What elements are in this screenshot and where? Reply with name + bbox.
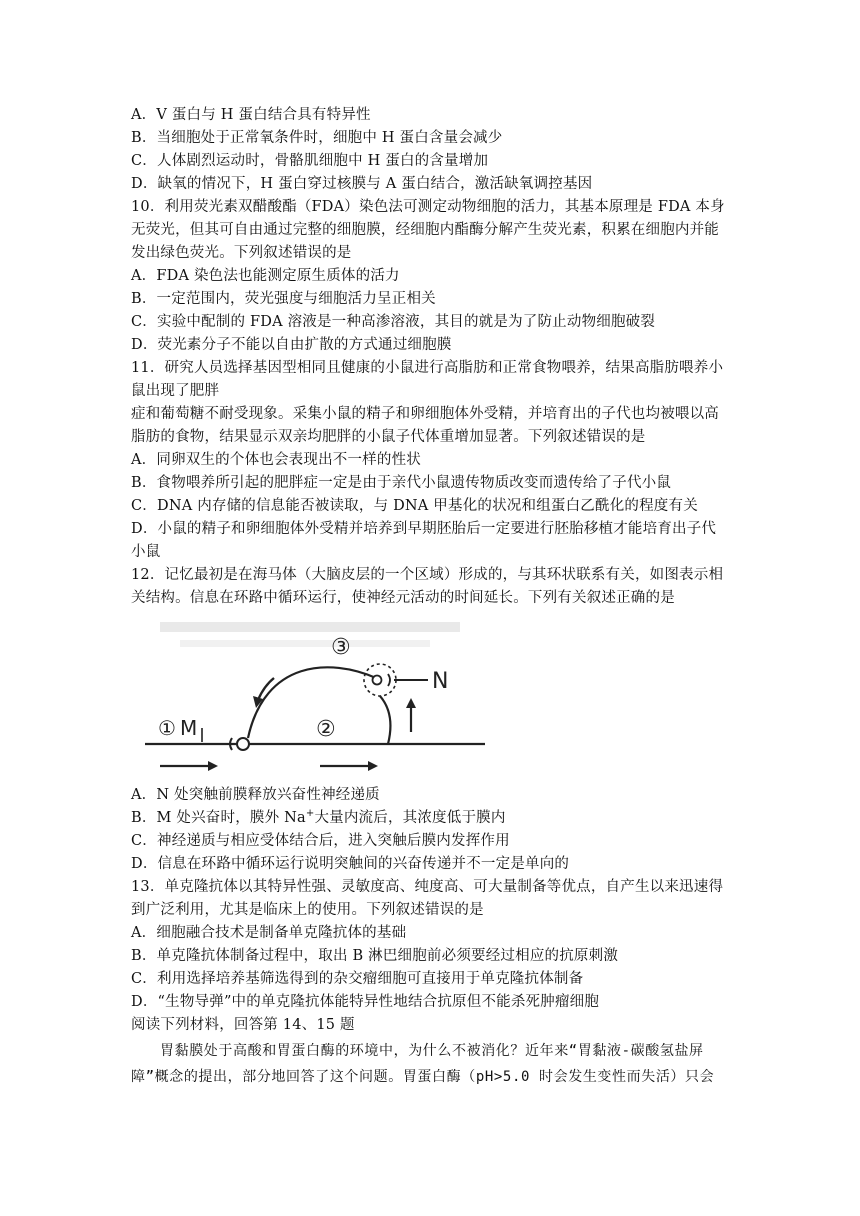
q10-option-c: C．实验中配制的 FDA 溶液是一种高渗溶液，其目的就是为了防止动物细胞破裂 xyxy=(131,314,656,330)
q11-stem-line: 11．研究人员选择基因型相同且健康的小鼠进行高脂肪和正常食物喂养，结果高脂肪喂养小 xyxy=(131,360,724,376)
scan-artifact xyxy=(160,622,460,632)
q11-stem-line: 脂肪的食物，结果显示双亲均肥胖的小鼠子代体重增加显著。下列叙述错误的是 xyxy=(131,429,646,445)
q12-option-b xyxy=(131,807,506,829)
arrow-up xyxy=(406,698,416,732)
q9-option-c: C．人体剧烈运动时，骨骼肌细胞中 H 蛋白的含量增加 xyxy=(131,153,489,169)
label-m: M xyxy=(180,716,198,740)
q13-stem-line: 到广泛利用，尤其是临床上的使用。下列叙述错误的是 xyxy=(131,902,484,918)
q12-stem-line: 关结构。信息在环路中循环运行，使神经元活动的时间延长。下列有关叙述正确的是 xyxy=(131,590,675,606)
scan-artifact xyxy=(180,640,430,647)
q12-option-b-post: 大量内流后，其浓度低于膜内 xyxy=(314,810,506,826)
neural-circuit-figure xyxy=(140,620,495,775)
synapse-n-cleft xyxy=(388,674,390,686)
return-branch xyxy=(380,696,390,744)
q10-option-a: A．FDA 染色法也能测定原生质体的活力 xyxy=(131,268,400,284)
q9-option-a: A．V 蛋白与 H 蛋白结合具有特异性 xyxy=(131,107,371,123)
q12-option-d: D．信息在环路中循环运行说明突触间的兴奋传递并不一定是单向的 xyxy=(131,856,570,872)
arrow-bottom-right xyxy=(320,761,378,771)
q13-stem-line: 13．单克隆抗体以其特异性强、灵敏度高、纯度高、可大量制备等优点，自产生以来迅速得 xyxy=(131,879,724,895)
q9-option-d: D．缺氧的情况下，H 蛋白穿过核膜与 A 蛋白结合，激活缺氧调控基因 xyxy=(131,176,593,192)
q11-option-d: D．小鼠的精子和卵细胞体外受精并培养到早期胚胎后一定要进行胚胎移植才能培育出子代 xyxy=(131,521,717,537)
sodium-charge: + xyxy=(305,808,315,820)
q13-option-d: D．“生物导弹”中的单克隆抗体能特异性地结合抗原但不能杀死肿瘤细胞 xyxy=(131,994,600,1010)
q12-stem-line: 12．记忆最初是在海马体（大脑皮层的一个区域）形成的，与其环状联系有关，如图表示相 xyxy=(131,567,724,583)
q10-stem-line: 10．利用荧光素双醋酸酯（FDA）染色法可测定动物细胞的活力，其基本原理是 FDA 本身 xyxy=(131,199,725,215)
q11-option-d-cont: 小鼠 xyxy=(131,544,161,560)
q12-option-b-pre: B．M 处兴奋时，膜外 Na xyxy=(131,810,306,826)
q10-stem-line: 无荧光，但其可自由通过完整的细胞膜，经细胞内酯酶分解产生荧光素，积累在细胞内并能 xyxy=(131,222,719,238)
synapse-n-terminal xyxy=(373,676,382,685)
reading-intro: 阅读下列材料，回答第 14、15 题 xyxy=(131,1017,355,1033)
q12-option-a: A．N 处突触前膜释放兴奋性神经递质 xyxy=(131,787,380,803)
reading-paragraph-line: 胃黏膜处于高酸和胃蛋白酶的环境中，为什么不被消化？近年来“胃黏液-碳酸氢盐屏 xyxy=(160,1043,704,1059)
q10-stem-line: 发出绿色荧光。下列叙述错误的是 xyxy=(131,245,352,261)
q9-option-b: B．当细胞处于正常氧条件时，细胞中 H 蛋白含量会减少 xyxy=(131,130,503,146)
q12-option-c: C．神经递质与相应受体结合后，进入突触后膜内发挥作用 xyxy=(131,833,510,849)
q11-option-c: C．DNA 内存储的信息能否被读取，与 DNA 甲基化的状况和组蛋白乙酰化的程度有关 xyxy=(131,498,698,514)
label-1: ① xyxy=(158,716,176,740)
q10-option-d: D．荧光素分子不能以自由扩散的方式通过细胞膜 xyxy=(131,337,452,353)
circuit-arc xyxy=(248,667,376,738)
label-2: ② xyxy=(316,717,336,742)
arrow-bottom-left xyxy=(160,761,218,771)
q11-option-b: B．食物喂养所引起的肥胖症一定是由于亲代小鼠遗传物质改变而遗传给了子代小鼠 xyxy=(131,475,672,491)
q13-option-a: A．细胞融合技术是制备单克隆抗体的基础 xyxy=(131,925,407,941)
q11-stem-line: 鼠出现了肥胖 xyxy=(131,383,220,399)
arrow-arc-down xyxy=(253,678,274,708)
q11-stem-line: 症和葡萄糖不耐受现象。采集小鼠的精子和卵细胞体外受精，并培育出的子代也均被喂以高 xyxy=(131,406,719,422)
label-3: ③ xyxy=(331,635,351,660)
q11-option-a: A．同卵双生的个体也会表现出不一样的性状 xyxy=(131,452,421,468)
label-n: N xyxy=(432,669,449,694)
q10-option-b: B．一定范围内，荧光强度与细胞活力呈正相关 xyxy=(131,291,436,307)
q13-option-b: B．单克隆抗体制备过程中，取出 B 淋巴细胞前必须要经过相应的抗原刺激 xyxy=(131,948,619,964)
q13-option-c: C．利用选择培养基筛选得到的杂交瘤细胞可直接用于单克隆抗体制备 xyxy=(131,971,584,987)
synapse-left-terminal xyxy=(237,738,249,750)
reading-paragraph-line: 障”概念的提出，部分地回答了这个问题。胃蛋白酶（pH>5.0 时会发生变性而失活）只会 xyxy=(131,1069,715,1085)
